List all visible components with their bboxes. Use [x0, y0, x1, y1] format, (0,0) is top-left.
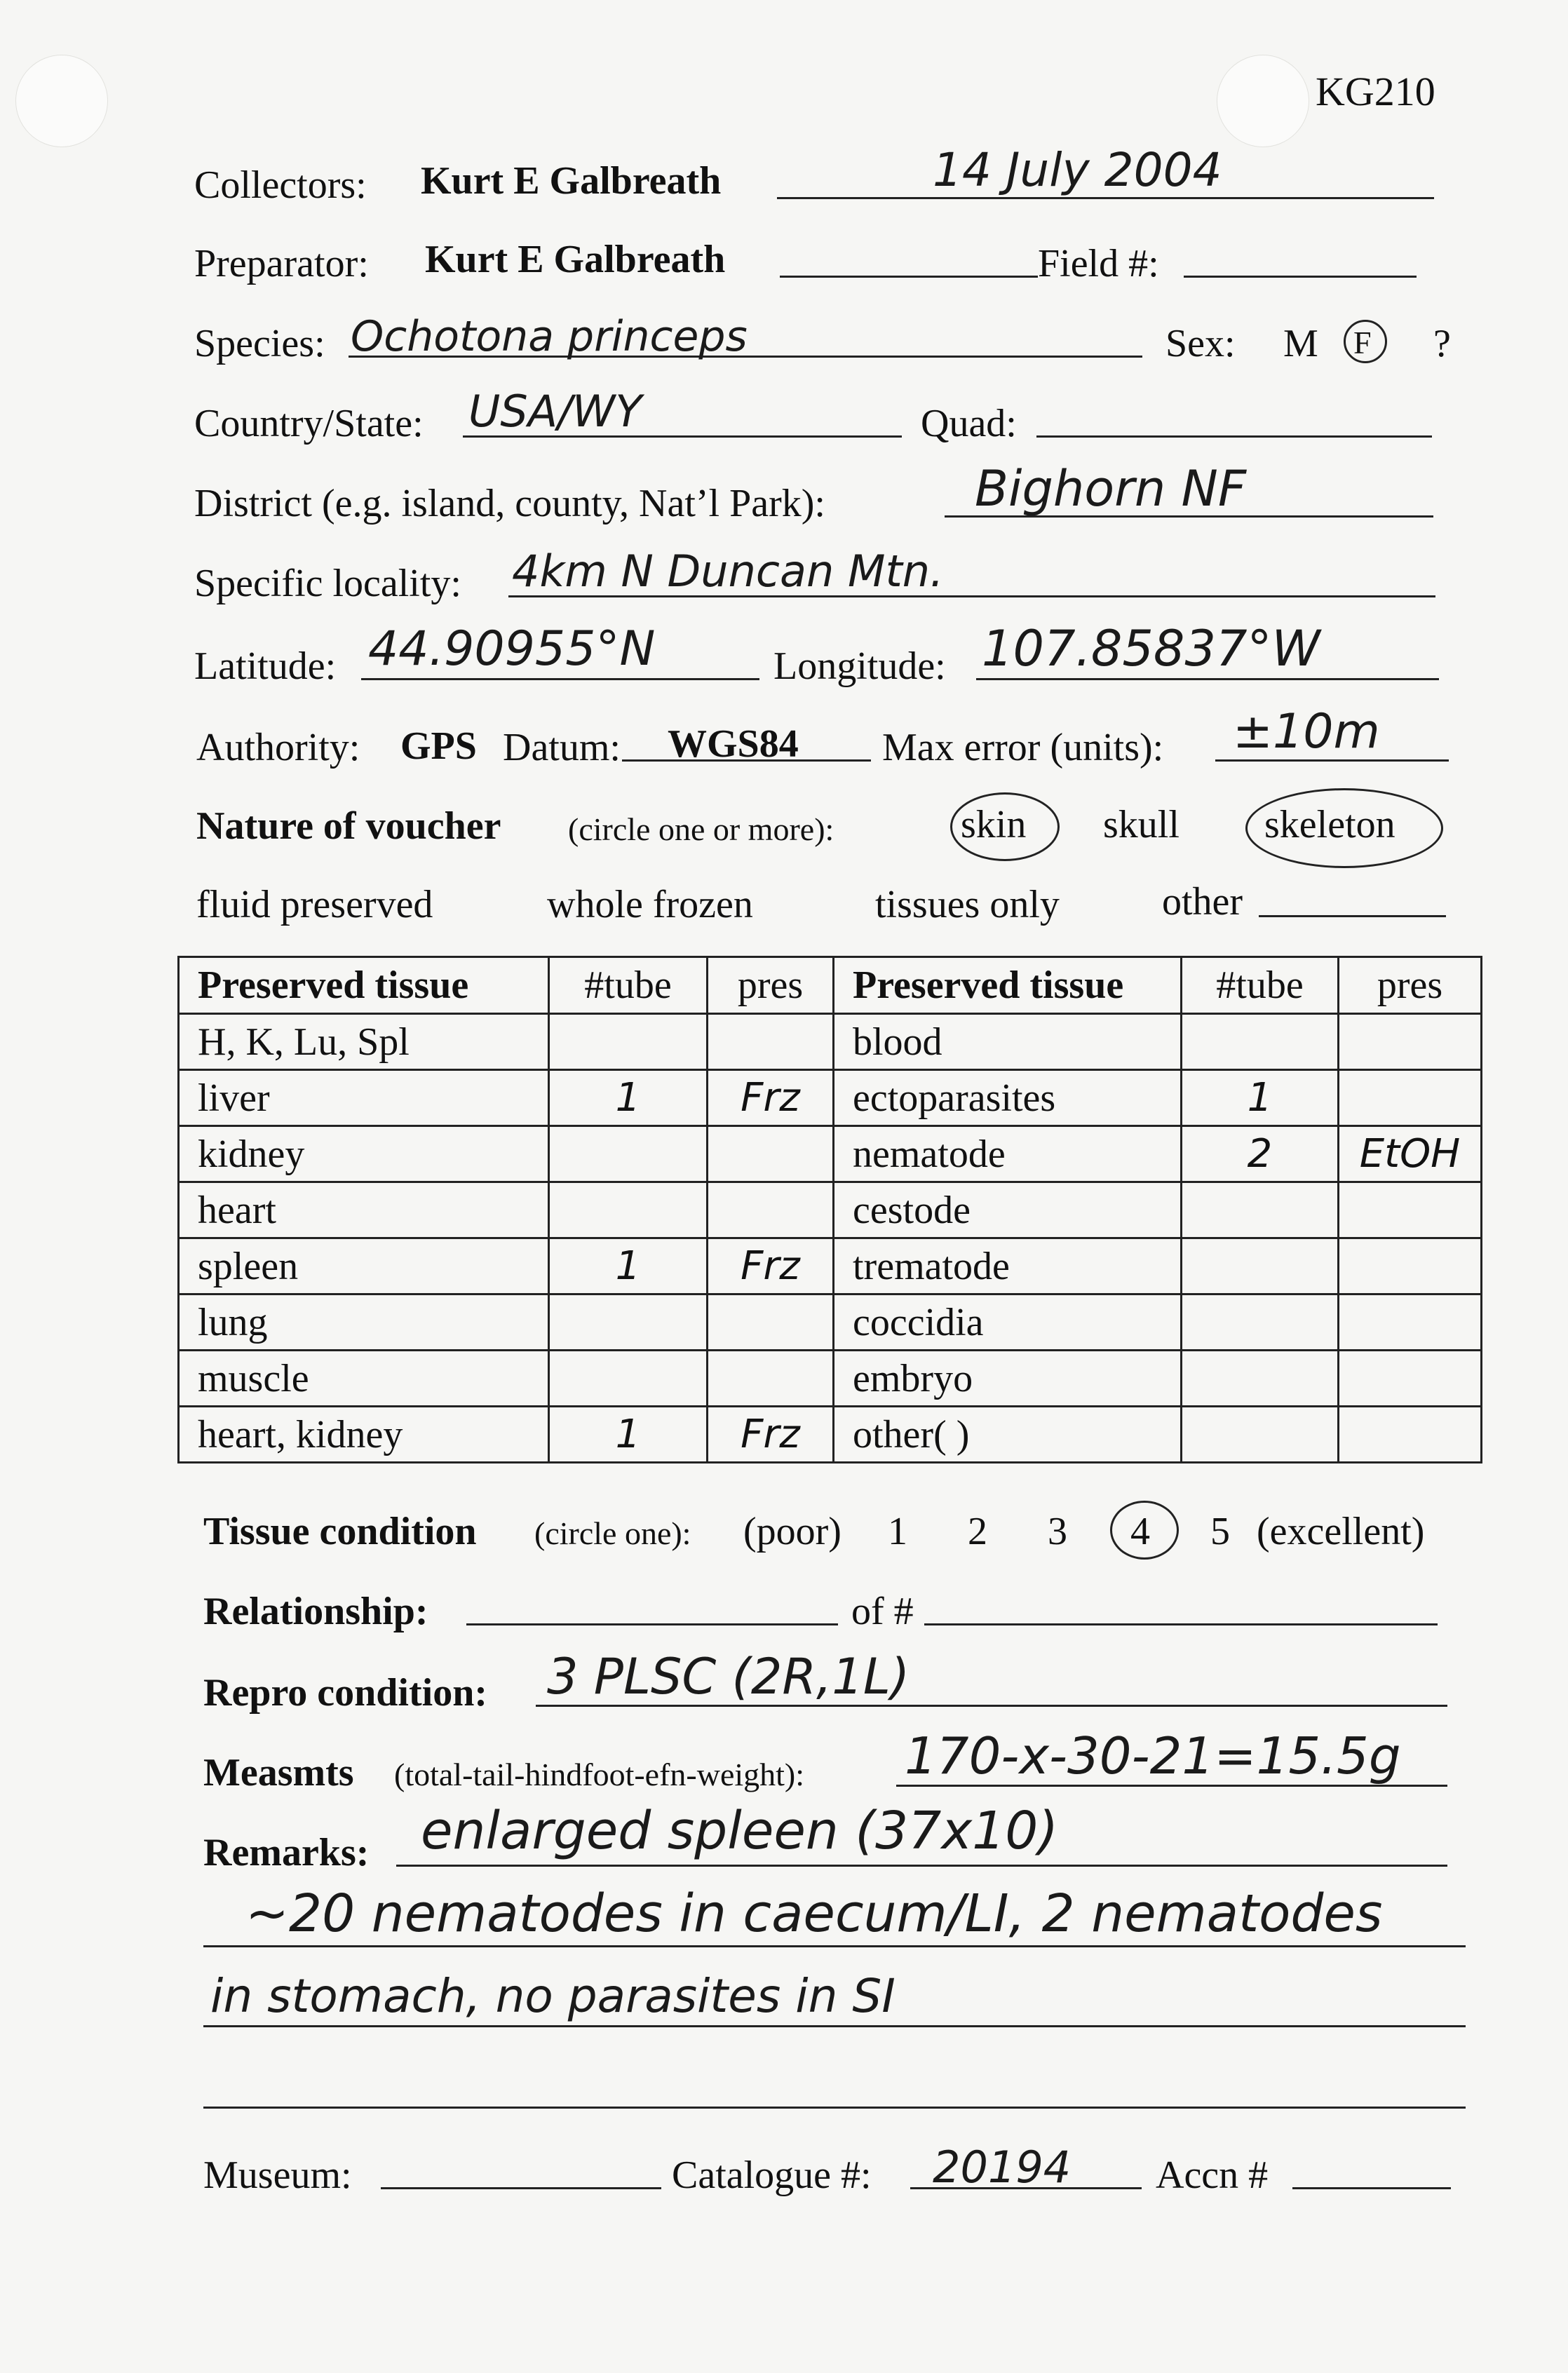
remarks-line-2: [203, 1945, 1466, 1947]
measurements-label: Measmts: [203, 1751, 354, 1794]
longitude-value[interactable]: 107.85837°W: [982, 620, 1320, 677]
tissue-name: kidney: [179, 1126, 549, 1182]
tissue-name: H, K, Lu, Spl: [179, 1014, 549, 1070]
relationship-of-label: of #: [851, 1590, 914, 1633]
preparator-value[interactable]: Kurt E Galbreath: [425, 238, 726, 281]
collection-date[interactable]: 14 July 2004: [933, 143, 1222, 197]
voucher-option-other[interactable]: other: [1162, 880, 1243, 924]
tissue-name: cestode: [834, 1182, 1182, 1238]
remarks-text-1[interactable]: enlarged spleen (37x10): [421, 1801, 1059, 1861]
latitude-value[interactable]: 44.90955°N: [368, 621, 656, 677]
voucher-option-fluid-preserved[interactable]: fluid preserved: [196, 883, 433, 926]
accn-label: Accn #: [1156, 2154, 1269, 2197]
relationship-of-line[interactable]: [924, 1623, 1438, 1625]
tube-count-cell[interactable]: 1: [549, 1238, 708, 1294]
voucher-other-line[interactable]: [1259, 915, 1446, 917]
max-error-line: [1215, 759, 1449, 762]
district-label: District (e.g. island, county, Nat’l Park):: [194, 482, 825, 525]
tissue-name: lung: [179, 1294, 549, 1351]
sex-label: Sex:: [1165, 322, 1236, 365]
tissue-condition-5[interactable]: 5: [1210, 1510, 1230, 1553]
preservation-cell[interactable]: Frz: [708, 1238, 834, 1294]
tissue-name: coccidia: [834, 1294, 1182, 1351]
preservation-cell[interactable]: [1339, 1351, 1482, 1407]
datum-label: Datum:: [503, 726, 621, 769]
country-state-value[interactable]: USA/WY: [468, 386, 642, 437]
tissue-name: muscle: [179, 1351, 549, 1407]
voucher-option-whole-frozen[interactable]: whole frozen: [547, 883, 753, 926]
tube-count-cell[interactable]: [549, 1014, 708, 1070]
country-state-label: Country/State:: [194, 402, 424, 445]
table-header: #tube: [1182, 957, 1339, 1014]
table-header: pres: [1339, 957, 1482, 1014]
quad-label: Quad:: [921, 402, 1017, 445]
remarks-text-2[interactable]: ~20 nematodes in caecum/LI, 2 nematodes: [245, 1884, 1383, 1944]
tube-count-cell[interactable]: 1: [1182, 1070, 1339, 1126]
tissue-condition-1[interactable]: 1: [888, 1510, 907, 1553]
tube-count-cell[interactable]: [1182, 1014, 1339, 1070]
preservation-cell[interactable]: EtOH: [1339, 1126, 1482, 1182]
tissue-name: spleen: [179, 1238, 549, 1294]
preservation-cell[interactable]: [708, 1351, 834, 1407]
preservation-cell[interactable]: [708, 1014, 834, 1070]
tube-count-cell[interactable]: [549, 1294, 708, 1351]
table-header-row: [179, 957, 1482, 1014]
tube-count-cell[interactable]: [1182, 1351, 1339, 1407]
table-row: [179, 1238, 1482, 1294]
tissue-name: liver: [179, 1070, 549, 1126]
table-row: [179, 1070, 1482, 1126]
museum-label: Museum:: [203, 2154, 352, 2197]
tissue-condition-4[interactable]: 4: [1130, 1510, 1150, 1553]
preservation-cell[interactable]: Frz: [708, 1407, 834, 1463]
datum-value[interactable]: WGS84: [668, 722, 799, 766]
tissue-name: heart: [179, 1182, 549, 1238]
preservation-cell[interactable]: [1339, 1182, 1482, 1238]
specific-locality-value[interactable]: 4km N Duncan Mtn.: [512, 546, 944, 597]
sex-option-m[interactable]: M: [1283, 322, 1318, 365]
measurements-hint: (total-tail-hindfoot-efn-weight):: [394, 1757, 805, 1792]
tube-count-cell[interactable]: [549, 1126, 708, 1182]
tissue-name: nematode: [834, 1126, 1182, 1182]
tube-count-cell[interactable]: 2: [1182, 1126, 1339, 1182]
repro-condition-label: Repro condition:: [203, 1671, 487, 1715]
voucher-option-skull[interactable]: skull: [1103, 803, 1180, 846]
tissue-name: embryo: [834, 1351, 1182, 1407]
max-error-value[interactable]: ±10m: [1233, 704, 1380, 759]
voucher-option-skin[interactable]: skin: [961, 803, 1027, 846]
sex-option-unknown[interactable]: ?: [1433, 322, 1451, 365]
preservation-cell[interactable]: [708, 1126, 834, 1182]
remarks-line-4[interactable]: [203, 2107, 1466, 2109]
preservation-cell[interactable]: [1339, 1294, 1482, 1351]
tube-count-cell[interactable]: 1: [549, 1407, 708, 1463]
tissue-name: trematode: [834, 1238, 1182, 1294]
preservation-cell[interactable]: Frz: [708, 1070, 834, 1126]
relationship-line[interactable]: [466, 1623, 838, 1625]
authority-label: Authority:: [196, 726, 360, 769]
tissue-condition-3[interactable]: 3: [1048, 1510, 1067, 1553]
measurements-value[interactable]: 170-x-30-21=15.5g: [905, 1726, 1401, 1785]
preservation-cell[interactable]: [708, 1182, 834, 1238]
tube-count-cell[interactable]: [549, 1182, 708, 1238]
latitude-label: Latitude:: [194, 644, 337, 688]
latitude-line: [361, 678, 759, 680]
tube-count-cell[interactable]: 1: [549, 1070, 708, 1126]
authority-value[interactable]: GPS: [400, 724, 477, 768]
catalogue-value[interactable]: 20194: [933, 2142, 1072, 2193]
tissue-name: heart, kidney: [179, 1407, 549, 1463]
form-id: KG210: [1316, 69, 1435, 114]
collectors-label: Collectors:: [194, 163, 367, 207]
tissue-condition-hint: (circle one):: [534, 1515, 691, 1551]
preservation-cell[interactable]: [1339, 1238, 1482, 1294]
punch-hole-right: [1217, 55, 1309, 147]
remarks-line-3: [203, 2025, 1466, 2027]
collectors-value[interactable]: Kurt E Galbreath: [421, 159, 722, 203]
tissue-condition-2[interactable]: 2: [968, 1510, 987, 1553]
preservation-cell[interactable]: [1339, 1407, 1482, 1463]
catalogue-label: Catalogue #:: [672, 2154, 872, 2197]
tissue-condition-excellent: (excellent): [1257, 1510, 1425, 1553]
longitude-label: Longitude:: [773, 644, 946, 688]
table-row: [179, 1126, 1482, 1182]
tissue-condition-label: Tissue condition: [203, 1510, 477, 1553]
table-header: Preserved tissue: [834, 957, 1182, 1014]
remarks-text-3[interactable]: in stomach, no parasites in SI: [210, 1969, 895, 2023]
table-row: [179, 1351, 1482, 1407]
longitude-line: [976, 678, 1439, 680]
species-value[interactable]: Ochotona princeps: [351, 312, 748, 361]
voucher-option-skeleton[interactable]: skeleton: [1264, 803, 1395, 846]
tissue-name: other( ): [834, 1407, 1182, 1463]
museum-line[interactable]: [381, 2187, 661, 2189]
sex-option-f[interactable]: F: [1353, 325, 1372, 360]
tube-count-cell[interactable]: [1182, 1182, 1339, 1238]
table-row: [179, 1407, 1482, 1463]
table-header: pres: [708, 957, 834, 1014]
tube-count-cell[interactable]: [1182, 1407, 1339, 1463]
preservation-cell[interactable]: [1339, 1070, 1482, 1126]
remarks-line-1: [396, 1865, 1447, 1867]
accn-line[interactable]: [1292, 2187, 1451, 2189]
preservation-cell[interactable]: [1339, 1014, 1482, 1070]
collectors-line: [777, 197, 1434, 199]
table-row: [179, 1294, 1482, 1351]
tissue-condition-poor: (poor): [743, 1510, 842, 1553]
tube-count-cell[interactable]: [1182, 1238, 1339, 1294]
relationship-label: Relationship:: [203, 1590, 428, 1633]
district-value[interactable]: Bighorn NF: [975, 460, 1247, 518]
preserved-tissue-table: [177, 956, 1482, 1463]
tube-count-cell[interactable]: [1182, 1294, 1339, 1351]
table-header: Preserved tissue: [179, 957, 549, 1014]
quad-line[interactable]: [1036, 435, 1432, 438]
table-header: #tube: [549, 957, 708, 1014]
table-row: [179, 1182, 1482, 1238]
field-number-line[interactable]: [1184, 276, 1417, 278]
tube-count-cell[interactable]: [549, 1351, 708, 1407]
table-row: [179, 1014, 1482, 1070]
max-error-label: Max error (units):: [882, 726, 1164, 769]
preparator-label: Preparator:: [194, 242, 369, 285]
field-number-label: Field #:: [1038, 242, 1159, 285]
punch-hole-left: [15, 55, 108, 147]
voucher-option-tissues-only[interactable]: tissues only: [875, 883, 1060, 926]
repro-condition-value[interactable]: 3 PLSC (2R,1L): [547, 1648, 910, 1705]
remarks-label: Remarks:: [203, 1831, 370, 1874]
tissue-name: ectoparasites: [834, 1070, 1182, 1126]
species-label: Species:: [194, 322, 325, 365]
preparator-line: [780, 276, 1038, 278]
voucher-label: Nature of voucher: [196, 804, 501, 848]
tissue-name: blood: [834, 1014, 1182, 1070]
specific-locality-label: Specific locality:: [194, 562, 461, 605]
voucher-hint: (circle one or more):: [568, 811, 834, 847]
preservation-cell[interactable]: [708, 1294, 834, 1351]
